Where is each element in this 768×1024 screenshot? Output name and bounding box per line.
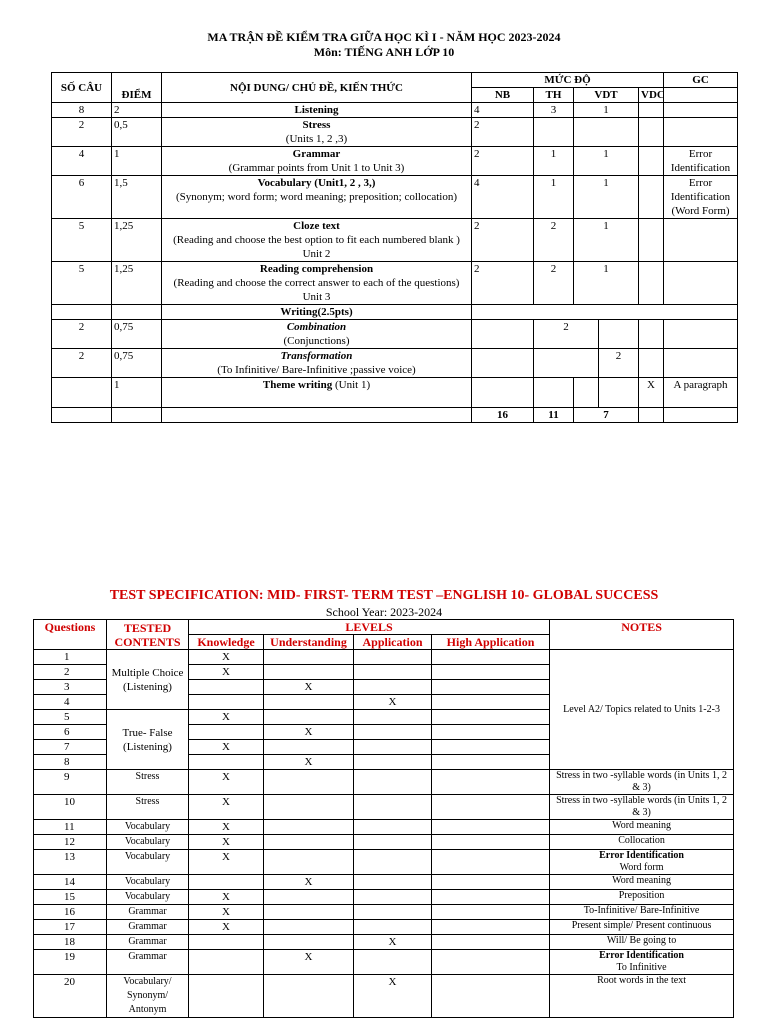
cell: Error Identification — [664, 147, 738, 176]
cell — [52, 378, 112, 408]
note — [550, 920, 734, 935]
cell: X — [189, 795, 264, 820]
cell — [354, 650, 432, 665]
cell: X — [189, 850, 264, 875]
cell: 1,25 — [112, 262, 162, 305]
cell: 1 — [112, 147, 162, 176]
cell — [264, 650, 354, 665]
header-understanding: Understanding — [264, 635, 354, 650]
content-title: Transformation — [280, 350, 353, 362]
note-text: Collocation — [618, 835, 665, 846]
content-title: Vocabulary (Unit1, 2 , 3,) — [257, 177, 376, 189]
matrix-row — [52, 147, 738, 176]
tested-content: Stress — [107, 795, 189, 820]
spec-row — [34, 795, 734, 820]
spec-row — [34, 875, 734, 890]
cell: 0,75 — [112, 349, 162, 378]
cell — [664, 103, 738, 118]
header-notes: NOTES — [550, 620, 734, 650]
spec-title: TEST SPECIFICATION: MID- FIRST- TERM TEST –ENGLISH 10- GLOBAL SUCCESS — [109, 588, 659, 603]
spec-row — [34, 650, 734, 665]
note — [550, 905, 734, 920]
content-detail: (Units 1, 2 ,3) — [285, 133, 348, 145]
writing-header-row — [52, 305, 738, 320]
writing-header: Writing(2.5pts) — [162, 305, 472, 320]
note — [550, 875, 734, 890]
question-number: 15 — [34, 890, 107, 905]
note-text: Will/ Be going to — [606, 935, 677, 946]
note — [550, 975, 734, 1018]
cell: 4 — [472, 103, 534, 118]
cell — [664, 118, 738, 147]
cell: 2 — [534, 219, 574, 262]
question-number: 8 — [34, 755, 107, 770]
question-number: 9 — [34, 770, 107, 795]
matrix-row — [52, 176, 738, 219]
matrix-title: MA TRẬN ĐỀ KIỂM TRA GIỮA HỌC KÌ I - NĂM HỌC 2023-2024 — [207, 30, 561, 44]
cell — [534, 349, 599, 378]
matrix-subject: Môn: TIẾNG ANH LỚP 10 — [313, 45, 455, 59]
spec-row — [34, 935, 734, 950]
tested-content: Vocabulary — [107, 890, 189, 905]
question-number: 5 — [34, 710, 107, 725]
content-cell — [162, 262, 472, 305]
content-cell — [162, 147, 472, 176]
cell: 2 — [112, 103, 162, 118]
cell — [189, 975, 264, 1018]
header-gc: GC — [664, 73, 738, 88]
cell: 2 — [472, 219, 534, 262]
cell — [264, 890, 354, 905]
tested-content: Vocabulary — [107, 835, 189, 850]
tested-content: Vocabulary — [107, 875, 189, 890]
cell: 4 — [52, 147, 112, 176]
note-text: Root words in the text — [597, 975, 686, 986]
content-title: Stress — [302, 119, 331, 131]
cell — [354, 795, 432, 820]
note — [550, 770, 734, 795]
totals-row — [52, 408, 738, 423]
cell — [189, 680, 264, 695]
content-detail: (Unit 1) — [334, 379, 371, 391]
cell: 1,25 — [112, 219, 162, 262]
header-tested: TESTED CONTENTS — [107, 620, 189, 650]
cell — [354, 725, 432, 740]
cell: X — [189, 740, 264, 755]
tested-content: Vocabulary — [107, 820, 189, 835]
cell: A paragraph — [664, 378, 738, 408]
tested-content: Vocabulary — [107, 850, 189, 875]
note-text: Word meaning — [612, 875, 671, 886]
tested-content: Grammar — [107, 920, 189, 935]
cell: 2 — [472, 118, 534, 147]
matrix-row — [52, 118, 738, 147]
content-title: Grammar — [292, 148, 341, 160]
school-year: School Year: 2023-2024 — [325, 605, 443, 619]
note — [550, 950, 734, 975]
cell — [189, 875, 264, 890]
cell — [354, 680, 432, 695]
cell — [354, 770, 432, 795]
cell: 0,5 — [112, 118, 162, 147]
cell: 0,75 — [112, 320, 162, 349]
header-diem: ĐIỂM — [112, 73, 162, 103]
note-bold: Error Identification — [599, 850, 684, 861]
content-cell — [162, 103, 472, 118]
cell: 2 — [52, 320, 112, 349]
cell: X — [189, 835, 264, 850]
tested-content: True- False (Listening) — [107, 710, 189, 770]
question-number: 18 — [34, 935, 107, 950]
tested-content: Grammar — [107, 950, 189, 975]
question-number: 7 — [34, 740, 107, 755]
cell: 2 — [52, 349, 112, 378]
question-number: 4 — [34, 695, 107, 710]
content-detail: (Synonym; word form; word meaning; preposition; collocation) — [175, 191, 458, 203]
note-text: Word meaning — [612, 820, 671, 831]
cell: X — [354, 975, 432, 1018]
cell — [354, 835, 432, 850]
content-title: Listening — [294, 104, 339, 116]
cell — [354, 665, 432, 680]
cell: 1 — [574, 219, 639, 262]
cell: X — [189, 710, 264, 725]
matrix-row — [52, 219, 738, 262]
note-text: Present simple/ Present continuous — [571, 920, 712, 931]
cell — [354, 920, 432, 935]
cell: 1 — [574, 176, 639, 219]
cell — [354, 710, 432, 725]
cell: 1 — [534, 176, 574, 219]
note — [550, 935, 734, 950]
cell: 1,5 — [112, 176, 162, 219]
cell — [639, 103, 664, 118]
tested-content: Vocabulary/ Synonym/ Antonym — [107, 975, 189, 1018]
cell: 2 — [472, 262, 534, 305]
spec-row — [34, 920, 734, 935]
cell — [264, 835, 354, 850]
cell: X — [189, 665, 264, 680]
cell: 6 — [52, 176, 112, 219]
header-vdt: VDT — [574, 88, 639, 103]
question-number: 14 — [34, 875, 107, 890]
content-cell — [162, 349, 472, 378]
cell — [189, 725, 264, 740]
cell: 2 — [52, 118, 112, 147]
cell: 2 — [534, 320, 599, 349]
header-application: Application — [354, 635, 432, 650]
cell: X — [189, 890, 264, 905]
note-text: Stress in two -syllable words (in Units 1, 2 & 3) — [556, 795, 727, 818]
cell — [264, 770, 354, 795]
cell: X — [264, 725, 354, 740]
cell — [264, 665, 354, 680]
cell — [639, 176, 664, 219]
cell — [264, 905, 354, 920]
writing-row — [52, 320, 738, 349]
cell: 3 — [534, 103, 574, 118]
cell: X — [264, 875, 354, 890]
content-detail: (Reading and choose the correct answer to each of the questions) Unit 3 — [173, 277, 460, 303]
cell — [354, 850, 432, 875]
header-high: High Application — [432, 635, 550, 650]
header-knowledge: Knowledge — [189, 635, 264, 650]
cell: 1 — [574, 262, 639, 305]
note-text: To Infinitive — [616, 962, 667, 973]
content-title: Cloze text — [293, 220, 340, 232]
content-detail: (Reading and choose the best option to fit each numbered blank ) Unit 2 — [173, 234, 460, 260]
cell: X — [189, 905, 264, 920]
note-text: Preposition — [618, 890, 665, 901]
tested-content: Grammar — [107, 935, 189, 950]
header-vdc: VDC — [639, 88, 664, 103]
cell — [264, 740, 354, 755]
cell — [639, 262, 664, 305]
cell — [264, 695, 354, 710]
question-number: 12 — [34, 835, 107, 850]
question-number: 13 — [34, 850, 107, 875]
cell — [574, 118, 639, 147]
cell — [264, 975, 354, 1018]
content-detail: (To Infinitive/ Bare-Infinitive ;passive voice) — [217, 364, 416, 376]
cell: 1 — [534, 147, 574, 176]
spec-row — [34, 975, 734, 1018]
theme-row — [52, 378, 738, 408]
cell — [264, 850, 354, 875]
cell: X — [189, 820, 264, 835]
cell — [264, 820, 354, 835]
header-levels: LEVELS — [189, 620, 550, 635]
cell — [189, 935, 264, 950]
cell: 4 — [472, 176, 534, 219]
content-detail: (Conjunctions) — [283, 335, 350, 347]
cell — [189, 950, 264, 975]
cell: 8 — [52, 103, 112, 118]
header-muc-do: MỨC ĐỘ — [472, 73, 664, 88]
question-number: 20 — [34, 975, 107, 1018]
cell — [354, 740, 432, 755]
content-cell — [162, 176, 472, 219]
header-so-cau: SỐ CÂU — [52, 73, 112, 103]
tested-content: Stress — [107, 770, 189, 795]
cell — [354, 820, 432, 835]
cell — [264, 710, 354, 725]
matrix-table — [51, 72, 738, 423]
cell — [639, 118, 664, 147]
content-title: Theme writing — [262, 379, 333, 391]
header-nb: NB — [472, 88, 534, 103]
cell: X — [189, 770, 264, 795]
cell — [354, 905, 432, 920]
note — [550, 835, 734, 850]
content-title: Reading comprehension — [259, 263, 374, 275]
content-cell — [162, 378, 472, 408]
content-cell — [162, 320, 472, 349]
tested-content: Multiple Choice (Listening) — [107, 650, 189, 710]
cell: 7 — [574, 408, 639, 423]
note — [550, 850, 734, 875]
cell: X — [354, 935, 432, 950]
cell — [534, 118, 574, 147]
cell — [189, 755, 264, 770]
question-number: 16 — [34, 905, 107, 920]
note-bold: Error Identification — [599, 950, 684, 961]
header-gc-blank — [664, 88, 738, 103]
note-text: Word form — [619, 862, 664, 873]
cell: 1 — [574, 103, 639, 118]
cell: 2 — [472, 147, 534, 176]
cell: 2 — [599, 349, 639, 378]
note-text: To-Infinitive/ Bare-Infinitive — [583, 905, 700, 916]
note-text: Stress in two -syllable words (in Units 1, 2 & 3) — [556, 770, 727, 793]
question-number: 6 — [34, 725, 107, 740]
cell: X — [639, 378, 664, 408]
question-number: 10 — [34, 795, 107, 820]
cell: X — [189, 920, 264, 935]
cell — [664, 219, 738, 262]
cell: 2 — [534, 262, 574, 305]
content-detail: (Grammar points from Unit 1 to Unit 3) — [228, 162, 405, 174]
cell: X — [189, 650, 264, 665]
cell — [639, 147, 664, 176]
note — [550, 795, 734, 820]
spec-row — [34, 950, 734, 975]
question-number: 19 — [34, 950, 107, 975]
cell: 16 — [472, 408, 534, 423]
spec-row — [34, 770, 734, 795]
cell: X — [354, 695, 432, 710]
cell — [354, 755, 432, 770]
matrix-row — [52, 262, 738, 305]
cell — [354, 950, 432, 975]
header-th: TH — [534, 88, 574, 103]
cell — [354, 890, 432, 905]
note — [550, 890, 734, 905]
cell: 5 — [52, 262, 112, 305]
cell: X — [264, 680, 354, 695]
question-number: 17 — [34, 920, 107, 935]
cell — [189, 695, 264, 710]
question-number: 3 — [34, 680, 107, 695]
cell — [264, 920, 354, 935]
matrix-row — [52, 103, 738, 118]
tested-content: Grammar — [107, 905, 189, 920]
cell: X — [264, 755, 354, 770]
spec-row — [34, 905, 734, 920]
question-number: 11 — [34, 820, 107, 835]
header-noi-dung: NỘI DUNG/ CHỦ ĐỀ, KIẾN THỨC — [162, 73, 472, 103]
cell — [639, 219, 664, 262]
cell: 1 — [574, 147, 639, 176]
spec-row — [34, 890, 734, 905]
note: Level A2/ Topics related to Units 1-2-3 — [550, 650, 734, 770]
question-number: 2 — [34, 665, 107, 680]
spec-row — [34, 820, 734, 835]
cell — [264, 935, 354, 950]
content-cell — [162, 118, 472, 147]
spec-table — [33, 619, 734, 1018]
cell: Error Identification (Word Form) — [664, 176, 738, 219]
content-cell — [162, 219, 472, 262]
writing-row — [52, 349, 738, 378]
cell — [264, 795, 354, 820]
cell: 11 — [534, 408, 574, 423]
note — [550, 820, 734, 835]
content-title: Combination — [286, 321, 347, 333]
cell: 1 — [112, 378, 162, 408]
cell — [354, 875, 432, 890]
header-questions: Questions — [34, 620, 107, 650]
cell — [599, 320, 639, 349]
cell: X — [264, 950, 354, 975]
cell: 5 — [52, 219, 112, 262]
spec-row — [34, 850, 734, 875]
spec-row — [34, 835, 734, 850]
cell — [664, 262, 738, 305]
question-number: 1 — [34, 650, 107, 665]
